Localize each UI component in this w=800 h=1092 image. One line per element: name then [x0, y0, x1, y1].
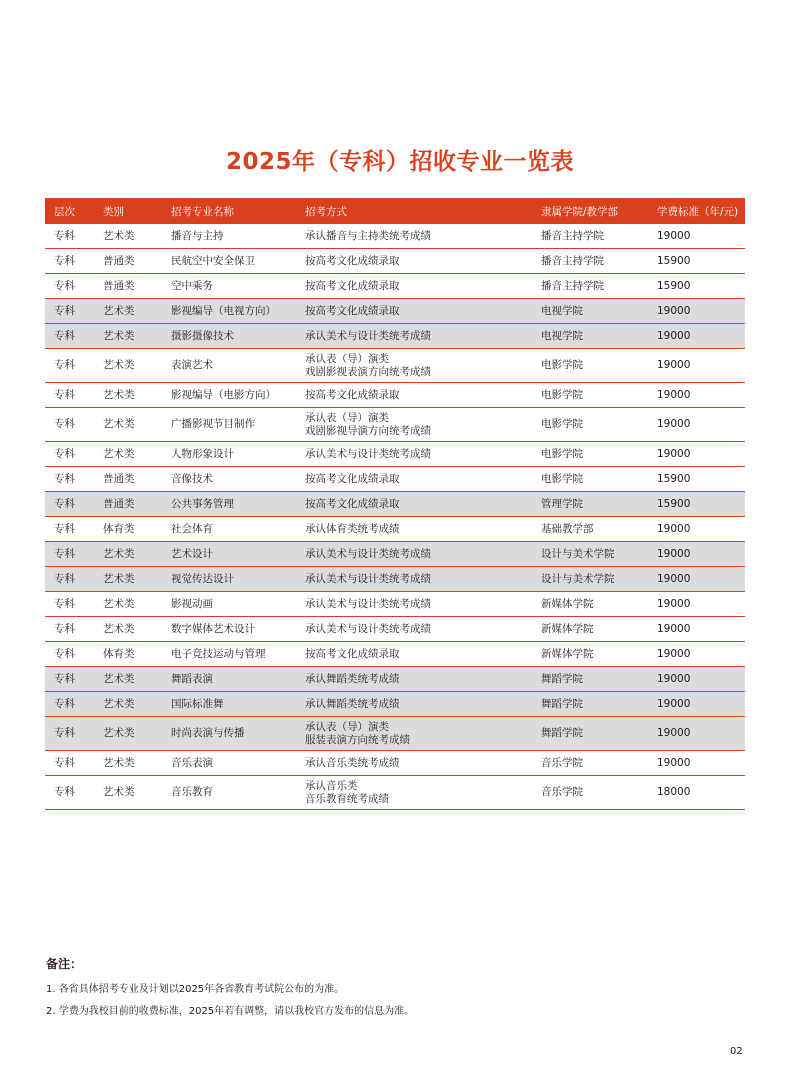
- major-cell: 音乐教育: [162, 776, 296, 810]
- fee-cell: 19000: [648, 692, 745, 717]
- category-cell: 艺术类: [94, 349, 162, 383]
- category-cell: 艺术类: [94, 717, 162, 751]
- fee-cell: 19000: [648, 349, 745, 383]
- method-line: 承认表（导）演类: [305, 411, 389, 424]
- category-cell: 艺术类: [94, 408, 162, 442]
- level-cell: 专科: [45, 383, 94, 408]
- category-cell: 普通类: [94, 467, 162, 492]
- college-cell: 电影学院: [532, 467, 648, 492]
- major-cell: 表演艺术: [162, 349, 296, 383]
- fee-cell: 19000: [648, 751, 745, 776]
- notes-title: 备注：: [46, 957, 83, 971]
- level-cell: 专科: [45, 299, 94, 324]
- header-method: 招考方式: [296, 198, 532, 224]
- method-line: 承认美术与设计类统考成绩: [305, 572, 431, 585]
- college-cell: 基础教学部: [532, 517, 648, 542]
- method-line: 承认美术与设计类统考成绩: [305, 447, 431, 460]
- method-line: 按高考文化成绩录取: [305, 304, 400, 317]
- level-cell: 专科: [45, 274, 94, 299]
- major-cell: 播音与主持: [162, 224, 296, 249]
- category-cell: 艺术类: [94, 383, 162, 408]
- method-line: 承认美术与设计类统考成绩: [305, 597, 431, 610]
- category-cell: 艺术类: [94, 751, 162, 776]
- category-cell: 普通类: [94, 274, 162, 299]
- table-row: [45, 592, 745, 617]
- table-row: [45, 692, 745, 717]
- method-line: 音乐教育统考成绩: [305, 792, 389, 805]
- level-cell: 专科: [45, 776, 94, 810]
- method-line: 戏剧影视导演方向统考成绩: [305, 424, 431, 437]
- college-cell: 电影学院: [532, 442, 648, 467]
- header-category: 类别: [94, 198, 162, 224]
- method-line: 承认音乐类统考成绩: [305, 756, 400, 769]
- table-row: [45, 542, 745, 567]
- method-cell: [296, 542, 532, 567]
- method-line: 按高考文化成绩录取: [305, 388, 400, 401]
- category-cell: 艺术类: [94, 592, 162, 617]
- college-cell: 音乐学院: [532, 776, 648, 810]
- college-cell: 设计与美术学院: [532, 567, 648, 592]
- major-cell: 艺术设计: [162, 542, 296, 567]
- major-cell: 人物形象设计: [162, 442, 296, 467]
- college-cell: 电视学院: [532, 324, 648, 349]
- table-row: [45, 274, 745, 299]
- fee-cell: 18000: [648, 776, 745, 810]
- level-cell: 专科: [45, 692, 94, 717]
- level-cell: 专科: [45, 667, 94, 692]
- level-cell: 专科: [45, 249, 94, 274]
- table-row: [45, 567, 745, 592]
- fee-cell: 19000: [648, 408, 745, 442]
- method-line: 承认美术与设计类统考成绩: [305, 547, 431, 560]
- fee-cell: 19000: [648, 717, 745, 751]
- page-title: 2025年（专科）招收专业一览表: [225, 149, 574, 175]
- method-line: 承认播音与主持类统考成绩: [305, 229, 431, 242]
- method-cell: [296, 717, 532, 751]
- category-cell: 艺术类: [94, 442, 162, 467]
- method-cell: [296, 249, 532, 274]
- major-cell: 影视编导（电视方向）: [162, 299, 296, 324]
- table-row: [45, 717, 745, 751]
- method-line: 按高考文化成绩录取: [305, 497, 400, 510]
- table-row: [45, 299, 745, 324]
- major-cell: 广播影视节目制作: [162, 408, 296, 442]
- fee-cell: 19000: [648, 642, 745, 667]
- table-row: [45, 617, 745, 642]
- major-cell: 社会体育: [162, 517, 296, 542]
- level-cell: 专科: [45, 408, 94, 442]
- major-cell: 空中乘务: [162, 274, 296, 299]
- category-cell: 艺术类: [94, 617, 162, 642]
- category-cell: 艺术类: [94, 542, 162, 567]
- college-cell: 电影学院: [532, 383, 648, 408]
- fee-cell: 19000: [648, 667, 745, 692]
- fee-cell: 19000: [648, 224, 745, 249]
- method-cell: [296, 517, 532, 542]
- method-line: 戏剧影视表演方向统考成绩: [305, 365, 431, 378]
- table-row: [45, 467, 745, 492]
- table-row: [45, 776, 745, 810]
- fee-cell: 15900: [648, 274, 745, 299]
- method-cell: [296, 567, 532, 592]
- college-cell: 电视学院: [532, 299, 648, 324]
- college-cell: 音乐学院: [532, 751, 648, 776]
- table-row: [45, 383, 745, 408]
- level-cell: 专科: [45, 517, 94, 542]
- method-cell: [296, 467, 532, 492]
- category-cell: 艺术类: [94, 324, 162, 349]
- category-cell: 体育类: [94, 517, 162, 542]
- header-college: 隶属学院/教学部: [532, 198, 648, 224]
- college-cell: 舞蹈学院: [532, 692, 648, 717]
- method-cell: [296, 776, 532, 810]
- majors-table: [45, 198, 745, 810]
- major-cell: 影视动画: [162, 592, 296, 617]
- table-row: [45, 492, 745, 517]
- college-cell: 播音主持学院: [532, 274, 648, 299]
- fee-cell: 19000: [648, 442, 745, 467]
- table-row: [45, 324, 745, 349]
- method-line: 承认表（导）演类: [305, 352, 389, 365]
- method-line: 承认美术与设计类统考成绩: [305, 622, 431, 635]
- major-cell: 时尚表演与传播: [162, 717, 296, 751]
- header-level: 层次: [45, 198, 94, 224]
- method-cell: [296, 617, 532, 642]
- college-cell: 设计与美术学院: [532, 542, 648, 567]
- method-cell: [296, 274, 532, 299]
- major-cell: 摄影摄像技术: [162, 324, 296, 349]
- method-line: 承认美术与设计类统考成绩: [305, 329, 431, 342]
- major-cell: 公共事务管理: [162, 492, 296, 517]
- major-cell: 电子竞技运动与管理: [162, 642, 296, 667]
- table-body: [45, 224, 745, 810]
- level-cell: 专科: [45, 542, 94, 567]
- fee-cell: 15900: [648, 249, 745, 274]
- note-item: 2. 学费为我校目前的收费标准，2025年若有调整，请以我校官方发布的信息为准。: [46, 1006, 415, 1017]
- major-cell: 数字媒体艺术设计: [162, 617, 296, 642]
- header-major: 招考专业名称: [162, 198, 296, 224]
- level-cell: 专科: [45, 349, 94, 383]
- major-cell: 音乐表演: [162, 751, 296, 776]
- college-cell: 播音主持学院: [532, 224, 648, 249]
- notes-section: [46, 955, 414, 1024]
- major-cell: 视觉传达设计: [162, 567, 296, 592]
- college-cell: 舞蹈学院: [532, 717, 648, 751]
- category-cell: 艺术类: [94, 776, 162, 810]
- header-fee: 学费标准（年/元): [648, 198, 745, 224]
- fee-cell: 15900: [648, 467, 745, 492]
- college-cell: 播音主持学院: [532, 249, 648, 274]
- method-cell: [296, 751, 532, 776]
- method-line: 承认舞蹈类统考成绩: [305, 672, 400, 685]
- level-cell: 专科: [45, 492, 94, 517]
- method-cell: [296, 692, 532, 717]
- table-row: [45, 408, 745, 442]
- major-cell: 舞蹈表演: [162, 667, 296, 692]
- method-cell: [296, 442, 532, 467]
- category-cell: 艺术类: [94, 224, 162, 249]
- method-cell: [296, 349, 532, 383]
- method-line: 承认体育类统考成绩: [305, 522, 400, 535]
- fee-cell: 15900: [648, 492, 745, 517]
- college-cell: 电影学院: [532, 408, 648, 442]
- level-cell: 专科: [45, 751, 94, 776]
- method-cell: [296, 667, 532, 692]
- method-cell: [296, 492, 532, 517]
- method-line: 按高考文化成绩录取: [305, 472, 400, 485]
- table-header-row: [45, 198, 745, 224]
- category-cell: 普通类: [94, 249, 162, 274]
- table-row: [45, 751, 745, 776]
- method-cell: [296, 642, 532, 667]
- category-cell: 普通类: [94, 492, 162, 517]
- fee-cell: 19000: [648, 517, 745, 542]
- level-cell: 专科: [45, 717, 94, 751]
- college-cell: 新媒体学院: [532, 592, 648, 617]
- fee-cell: 19000: [648, 383, 745, 408]
- major-cell: 国际标准舞: [162, 692, 296, 717]
- method-cell: [296, 299, 532, 324]
- table-row: [45, 349, 745, 383]
- method-line: 承认表（导）演类: [305, 720, 389, 733]
- category-cell: 艺术类: [94, 692, 162, 717]
- college-cell: 舞蹈学院: [532, 667, 648, 692]
- level-cell: 专科: [45, 567, 94, 592]
- major-cell: 影视编导（电影方向）: [162, 383, 296, 408]
- note-item: 1. 各省具体招考专业及计划以2025年各省教育考试院公布的为准。: [46, 984, 345, 995]
- method-line: 按高考文化成绩录取: [305, 647, 400, 660]
- fee-cell: 19000: [648, 299, 745, 324]
- table-row: [45, 442, 745, 467]
- major-cell: 民航空中安全保卫: [162, 249, 296, 274]
- method-line: 按高考文化成绩录取: [305, 254, 400, 267]
- page-number: 02: [730, 1046, 743, 1057]
- method-line: 服装表演方向统考成绩: [305, 733, 410, 746]
- college-cell: 管理学院: [532, 492, 648, 517]
- table-row: [45, 667, 745, 692]
- category-cell: 艺术类: [94, 667, 162, 692]
- table-row: [45, 517, 745, 542]
- method-cell: [296, 408, 532, 442]
- method-cell: [296, 592, 532, 617]
- method-line: 承认舞蹈类统考成绩: [305, 697, 400, 710]
- college-cell: 新媒体学院: [532, 642, 648, 667]
- fee-cell: 19000: [648, 567, 745, 592]
- table-row: [45, 642, 745, 667]
- fee-cell: 19000: [648, 324, 745, 349]
- level-cell: 专科: [45, 592, 94, 617]
- fee-cell: 19000: [648, 617, 745, 642]
- method-cell: [296, 324, 532, 349]
- level-cell: 专科: [45, 642, 94, 667]
- level-cell: 专科: [45, 324, 94, 349]
- level-cell: 专科: [45, 224, 94, 249]
- table-row: [45, 224, 745, 249]
- level-cell: 专科: [45, 442, 94, 467]
- college-cell: 电影学院: [532, 349, 648, 383]
- level-cell: 专科: [45, 467, 94, 492]
- table-row: [45, 249, 745, 274]
- category-cell: 体育类: [94, 642, 162, 667]
- fee-cell: 19000: [648, 542, 745, 567]
- category-cell: 艺术类: [94, 299, 162, 324]
- method-cell: [296, 224, 532, 249]
- level-cell: 专科: [45, 617, 94, 642]
- fee-cell: 19000: [648, 592, 745, 617]
- major-cell: 音像技术: [162, 467, 296, 492]
- category-cell: 艺术类: [94, 567, 162, 592]
- method-cell: [296, 383, 532, 408]
- method-line: 按高考文化成绩录取: [305, 279, 400, 292]
- method-line: 承认音乐类: [305, 779, 358, 792]
- college-cell: 新媒体学院: [532, 617, 648, 642]
